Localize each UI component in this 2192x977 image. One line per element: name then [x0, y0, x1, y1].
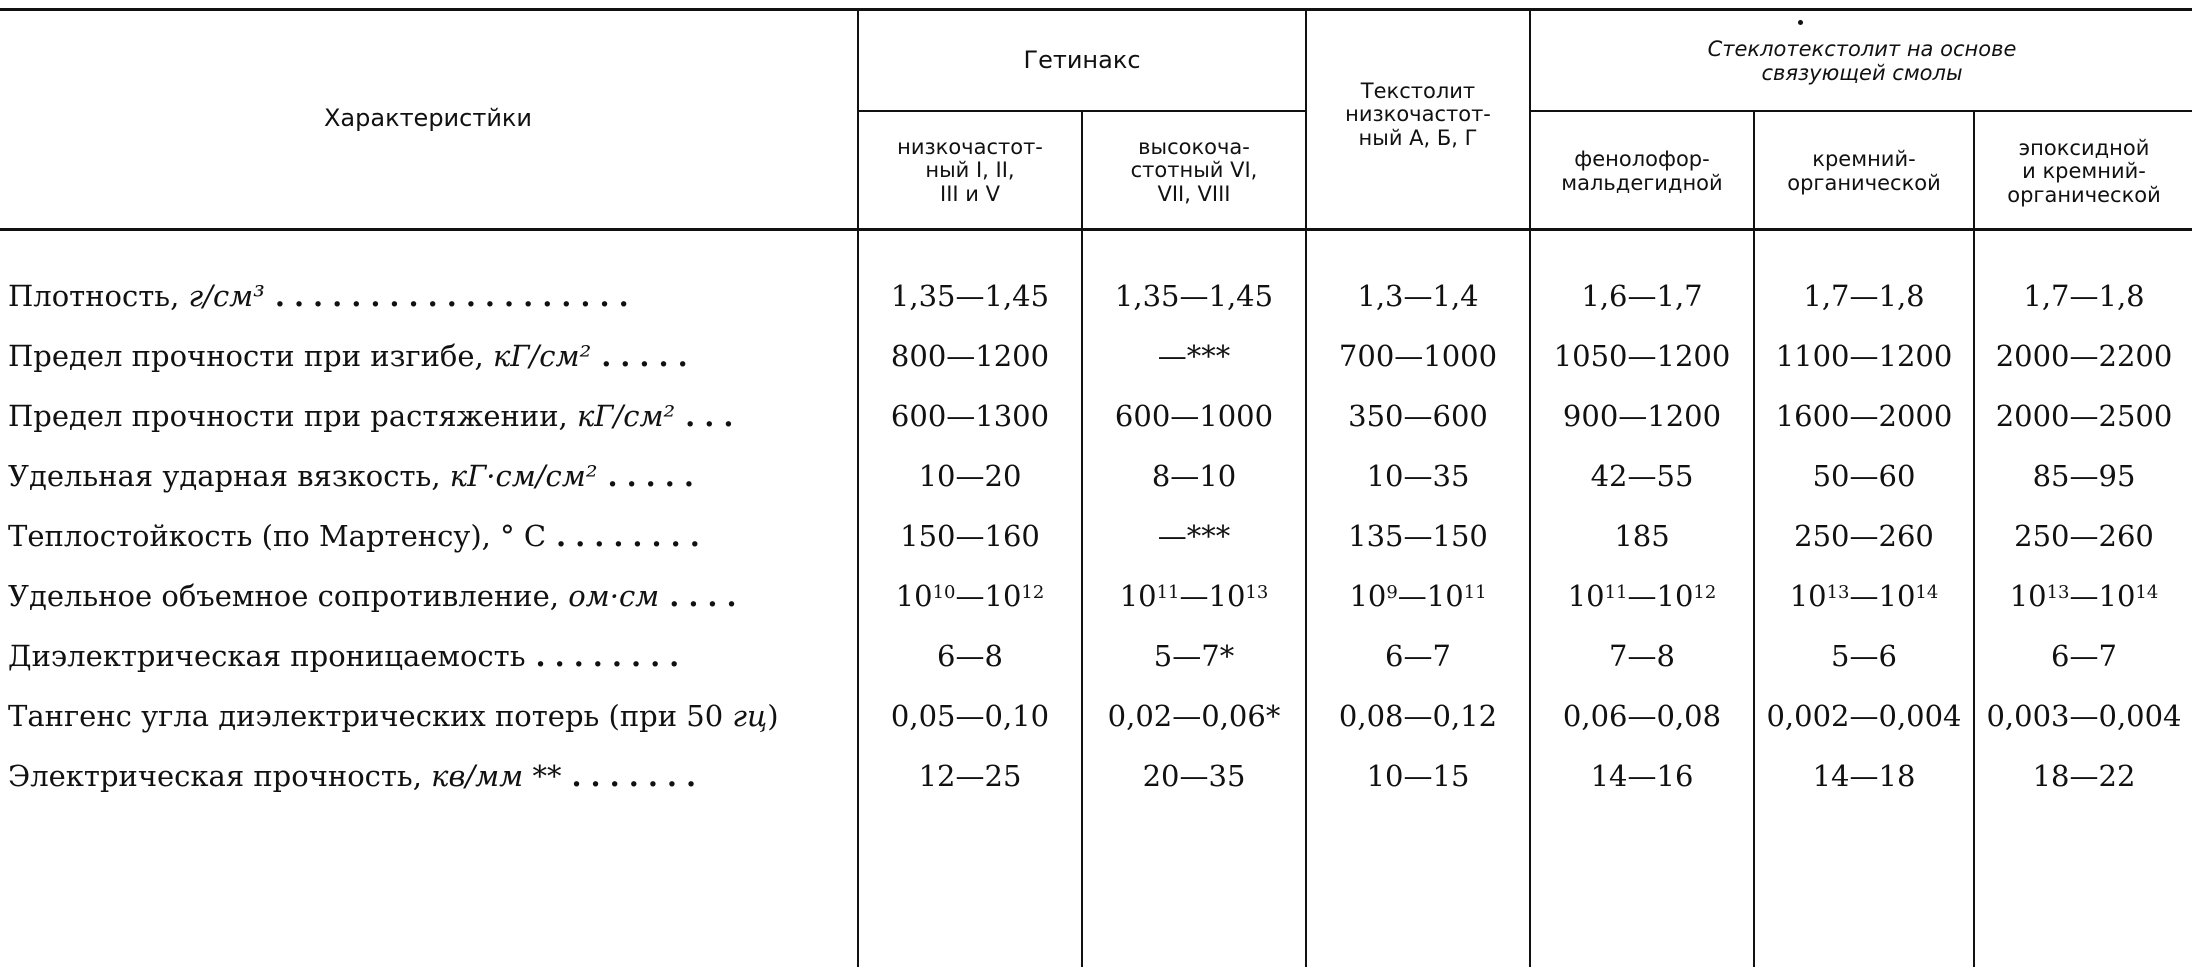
table-cell: 1,7—1,8 [1803, 279, 1925, 313]
range-dash: — [1179, 579, 1209, 613]
header-getinaks-high: высокоча- стотный VI, VII, VIII [1130, 134, 1258, 206]
table-cell: 1,6—1,7 [1581, 279, 1703, 313]
table-cell: 150—160 [900, 519, 1040, 553]
table-cell: 0,05—0,10 [890, 699, 1050, 733]
row-label-text [8, 699, 779, 733]
table-cell: 10—15 [1366, 759, 1470, 793]
dot-leader: ................... [274, 279, 638, 313]
table-cell: 10 $^{10}$ — 10 $^{12}$ [895, 579, 1045, 613]
row-label [8, 514, 848, 558]
resistivity-base: 10 [1208, 579, 1246, 613]
table-cell: 50—60 [1812, 459, 1916, 493]
table-cell: 7—8 [1609, 639, 1675, 673]
row-label-main: Удельное объемное сопротивление, [8, 579, 569, 613]
row-label-main: Удельная ударная вязкость, [8, 459, 450, 493]
resistivity-base: 10 [1426, 579, 1464, 613]
row-label-main: Теплостойкость (по Мартенсу), ° С [8, 519, 547, 553]
row-label [8, 394, 848, 438]
resistivity-base: 10 [2098, 579, 2136, 613]
header-textolite: Текстолит низкочастот- ный А, Б, Г [1345, 78, 1491, 150]
dot-leader: ........ [535, 639, 689, 673]
table-cell: 1,35—1,45 [1114, 279, 1274, 313]
table-cell: 14—18 [1812, 759, 1916, 793]
row-label [8, 274, 848, 318]
row-label-unit: г/см³ [188, 279, 265, 313]
row-label-unit: гц [732, 699, 768, 733]
dot-leader: ..... [607, 459, 703, 493]
table-cell: 2000—2200 [1995, 339, 2173, 373]
table-cell: 10 $^{13}$ — 10 $^{14}$ [1789, 579, 1939, 613]
table-cell: 20—35 [1142, 759, 1246, 793]
table-cell: 1,7—1,8 [2023, 279, 2145, 313]
range-dash: — [1627, 579, 1657, 613]
table-cell: 5—6 [1831, 639, 1897, 673]
row-label-unit: кГ·см/см² [449, 459, 598, 493]
row-label [8, 634, 848, 678]
row-label-unit: кГ/см² [493, 339, 592, 373]
dot-leader: .... [669, 579, 746, 613]
row-label [8, 694, 848, 738]
table-cell: 85—95 [2032, 459, 2136, 493]
table-cell: 10 $^{11}$ — 10 $^{13}$ [1119, 579, 1269, 613]
table-cell: 6—7 [1385, 639, 1451, 673]
range-dash: — [1849, 579, 1879, 613]
table-cell: 10—20 [918, 459, 1022, 493]
resistivity-base: 10 [895, 579, 933, 613]
dot-leader: ..... [601, 339, 697, 373]
table-cell: 10 $^{11}$ — 10 $^{12}$ [1567, 579, 1717, 613]
table-cell: 900—1200 [1562, 399, 1722, 433]
table-cell: 0,002—0,004 [1766, 699, 1962, 733]
row-label-unit: ом·см [568, 579, 660, 613]
dot-leader: ... [685, 399, 743, 433]
row-label-text [8, 519, 546, 553]
table-cell: 0,003—0,004 [1986, 699, 2182, 733]
header-steklo-phenol: фенолофор- мальдегидной [1561, 147, 1723, 195]
table-cell: 600—1000 [1114, 399, 1274, 433]
header-characteristics: Характеристйки [323, 103, 533, 132]
table-cell: 6—7 [2051, 639, 2117, 673]
header-steklo-silicone: кремний- органической [1787, 147, 1941, 195]
table-cell: 350—600 [1348, 399, 1488, 433]
row-label [8, 754, 848, 798]
row-label-text [8, 759, 561, 793]
header-steklotextolite: Стеклотекстолит на основе связующей смолы [1707, 37, 2017, 85]
row-label-text [8, 579, 659, 613]
dot-leader: ....... [571, 759, 706, 793]
row-label [8, 454, 848, 498]
row-label-text [8, 399, 675, 433]
row-label-unit: кГ/см² [576, 399, 676, 433]
table-cell: 135—150 [1348, 519, 1488, 553]
dot-leader: ........ [556, 519, 709, 553]
resistivity-base: 10 [1119, 579, 1157, 613]
table-cell: 0,08—0,12 [1338, 699, 1498, 733]
table-cell: —*** [1157, 519, 1231, 553]
table-cell: 12—25 [918, 759, 1022, 793]
col-rule-1 [857, 10, 859, 967]
range-dash: — [955, 579, 985, 613]
col-rule-3 [1305, 10, 1307, 967]
table-cell: 800—1200 [890, 339, 1050, 373]
row-label-main: Диэлектрическая проницаемость [8, 639, 526, 673]
header-bottom-rule [0, 228, 2192, 231]
range-dash: — [2069, 579, 2099, 613]
table-cell: 0,06—0,08 [1562, 699, 1722, 733]
row-label-text [8, 279, 265, 313]
header-steklo-epoxy: эпоксидной и кремний- органической [2007, 135, 2161, 207]
col-rule-5 [1753, 112, 1755, 967]
row-label-unit: кв/мм [431, 759, 524, 793]
row-label-tail: ) [767, 699, 779, 733]
table-cell: 10 $^{13}$ — 10 $^{14}$ [2009, 579, 2159, 613]
row-label-main: Тангенс угла диэлектрических потерь (при 50 [8, 699, 733, 733]
header-getinaks-low: низкочастот- ный I, II, III и V [897, 134, 1043, 206]
col-rule-6 [1973, 112, 1975, 967]
table-cell: 5—7* [1153, 639, 1235, 673]
row-label-text [8, 339, 591, 373]
row-label-text [8, 639, 526, 673]
table-top-rule [0, 8, 2192, 11]
table-cell: 700—1000 [1338, 339, 1498, 373]
row-label [8, 574, 848, 618]
table-cell: 18—22 [2032, 759, 2136, 793]
table-cell: 2000—2500 [1995, 399, 2173, 433]
table-cell: 10—35 [1366, 459, 1470, 493]
table-cell: —*** [1157, 339, 1231, 373]
table-cell: 1,35—1,45 [890, 279, 1050, 313]
table-cell: 1050—1200 [1553, 339, 1731, 373]
row-label-main: Плотность, [8, 279, 189, 313]
table-cell: 250—260 [1794, 519, 1934, 553]
header-getinaks: Гетинакс [1023, 45, 1141, 74]
row-label-text [8, 459, 597, 493]
table-cell: 14—16 [1590, 759, 1694, 793]
row-label-main: Предел прочности при растяжении, [8, 399, 577, 433]
resistivity-base: 10 [1878, 579, 1916, 613]
row-label-main: Электрическая прочность, [8, 759, 432, 793]
resistivity-base: 10 [1349, 579, 1387, 613]
row-label-tail: ** [523, 759, 562, 793]
table-cell: 1600—2000 [1775, 399, 1953, 433]
table-cell: 185 [1614, 519, 1670, 553]
table-cell: 250—260 [2014, 519, 2154, 553]
resistivity-base: 10 [1656, 579, 1694, 613]
resistivity-base: 10 [1789, 579, 1827, 613]
col-rule-4 [1529, 10, 1531, 967]
resistivity-base: 10 [984, 579, 1022, 613]
table-cell: 600—1300 [890, 399, 1050, 433]
table-cell: 8—10 [1151, 459, 1237, 493]
subheader-rule-steklo [1530, 110, 2192, 112]
table-cell: 10 $^9$ — 10 $^{11}$ [1349, 579, 1487, 613]
table-cell: 42—55 [1590, 459, 1694, 493]
resistivity-base: 10 [1567, 579, 1605, 613]
table-cell: 1100—1200 [1775, 339, 1953, 373]
table-cell: 0,02—0,06* [1107, 699, 1281, 733]
range-dash: — [1397, 579, 1427, 613]
resistivity-base: 10 [2009, 579, 2047, 613]
row-label-main: Предел прочности при изгибе, [8, 339, 493, 373]
col-rule-2 [1081, 112, 1083, 967]
table-cell: 6—8 [937, 639, 1003, 673]
table-cell: 1,3—1,4 [1357, 279, 1479, 313]
row-label [8, 334, 848, 378]
